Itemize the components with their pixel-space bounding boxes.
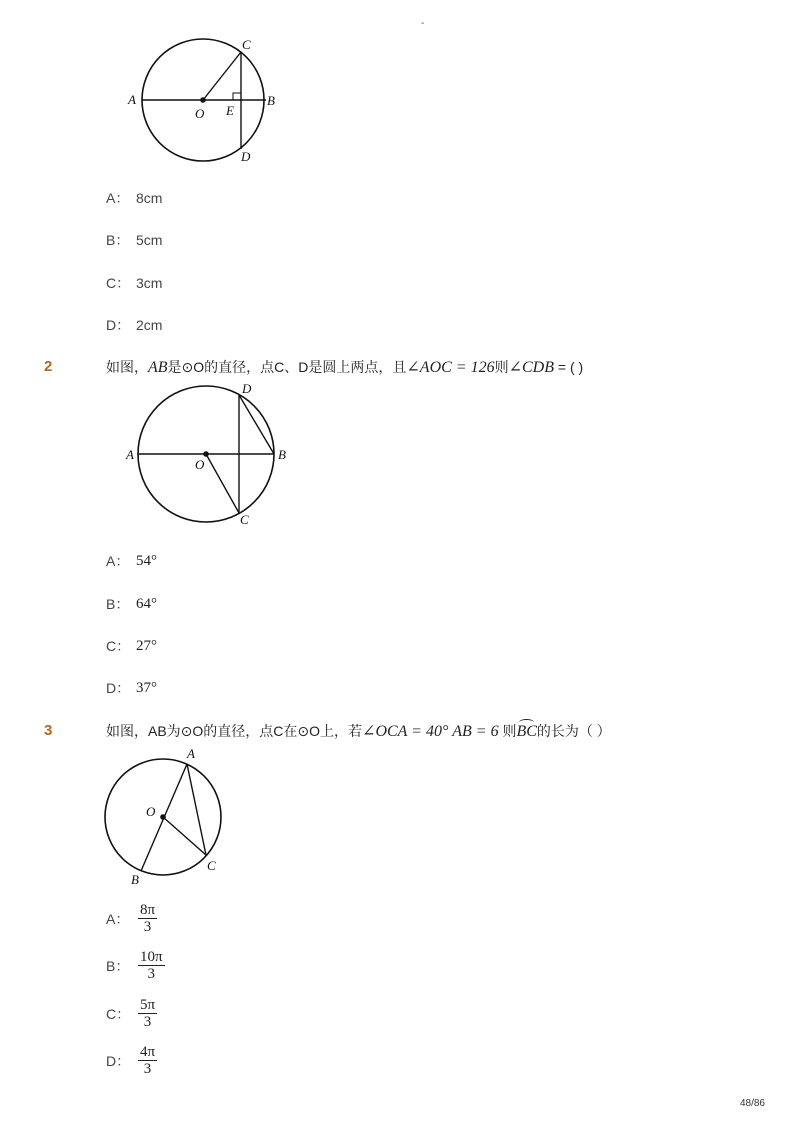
option-value: 3cm bbox=[136, 275, 163, 291]
figure-2-circle-diagram bbox=[120, 378, 300, 538]
label-o: O bbox=[146, 804, 156, 819]
q3-math-ab: AB = 6 bbox=[452, 723, 499, 740]
q2-option-a[interactable] bbox=[106, 551, 157, 571]
option-key: C： bbox=[106, 638, 131, 654]
q3-math-arc-bc: BC bbox=[516, 723, 537, 740]
option-value: 2cm bbox=[136, 317, 163, 333]
q3-text-a: 如图，AB为⊙O的直径，点C在⊙O上，若 bbox=[106, 723, 363, 739]
q3-math-condition: ∠OCA = 40° bbox=[362, 723, 449, 740]
option-value: 27° bbox=[136, 637, 157, 654]
option-key: B： bbox=[106, 596, 130, 612]
option-key: A： bbox=[106, 190, 130, 206]
label-c: C bbox=[242, 37, 251, 52]
label-o: O bbox=[195, 457, 205, 472]
q1-option-b[interactable] bbox=[106, 230, 162, 250]
option-value: 64° bbox=[136, 595, 157, 612]
label-c: C bbox=[240, 512, 249, 527]
fraction-denominator: 3 bbox=[143, 1061, 152, 1077]
option-key: D： bbox=[106, 317, 131, 333]
q2-math-ab: AB bbox=[148, 359, 168, 376]
option-key: A： bbox=[106, 553, 130, 569]
label-c: C bbox=[207, 858, 216, 873]
q3-text-c: 的长为（ ） bbox=[536, 723, 611, 739]
fraction-denominator: 3 bbox=[143, 1014, 152, 1030]
q2-text-c: 则 bbox=[494, 359, 509, 375]
label-a: A bbox=[128, 92, 136, 107]
question-2-number: 2 bbox=[44, 358, 53, 375]
q3-option-d[interactable] bbox=[106, 1044, 157, 1077]
option-key: A： bbox=[106, 910, 130, 927]
page-number: 48/86 bbox=[739, 1098, 765, 1109]
question-3-number: 3 bbox=[44, 722, 53, 739]
q2-text-b: 是⊙O的直径，点C、D是圆上两点，且 bbox=[167, 359, 407, 375]
q3-option-c[interactable] bbox=[106, 997, 157, 1030]
figure-3-circle-diagram bbox=[100, 742, 240, 897]
figure-1-circle-diagram bbox=[120, 34, 290, 179]
fraction-denominator: 3 bbox=[143, 919, 152, 935]
question-2-text bbox=[106, 357, 583, 377]
option-fraction bbox=[138, 902, 157, 935]
fraction-denominator: 3 bbox=[147, 966, 156, 982]
q1-option-c[interactable] bbox=[106, 273, 162, 293]
q3-text-b: 则 bbox=[498, 723, 517, 739]
option-value: 54° bbox=[136, 552, 157, 569]
option-key: D： bbox=[106, 680, 131, 696]
q2-option-b[interactable] bbox=[106, 594, 157, 614]
label-b: B bbox=[131, 872, 139, 887]
fraction-numerator: 8π bbox=[140, 902, 156, 918]
label-b: B bbox=[267, 93, 275, 108]
label-a: A bbox=[126, 447, 134, 462]
q1-option-a[interactable] bbox=[106, 188, 162, 208]
option-fraction bbox=[138, 949, 165, 982]
q2-text-a: 如图， bbox=[106, 359, 148, 375]
option-fraction bbox=[138, 1044, 157, 1077]
fraction-numerator: 5π bbox=[140, 997, 156, 1013]
label-o: O bbox=[195, 106, 205, 121]
q3-option-a[interactable] bbox=[106, 902, 157, 935]
option-value: 5cm bbox=[136, 232, 163, 248]
label-d: D bbox=[241, 149, 251, 164]
fraction-numerator: 10π bbox=[140, 949, 163, 965]
option-value: 37° bbox=[136, 679, 157, 696]
question-3-text bbox=[106, 721, 611, 741]
option-key: C： bbox=[106, 275, 131, 291]
q2-option-d[interactable] bbox=[106, 678, 157, 698]
q2-math-condition: ∠AOC = 126 bbox=[406, 359, 495, 376]
q1-option-d[interactable] bbox=[106, 315, 162, 335]
option-fraction bbox=[138, 997, 157, 1030]
fraction-numerator: 4π bbox=[140, 1044, 156, 1060]
option-key: C： bbox=[106, 1005, 131, 1022]
q2-option-c[interactable] bbox=[106, 636, 157, 656]
label-a: A bbox=[187, 746, 195, 761]
option-key: D： bbox=[106, 1052, 131, 1069]
top-mark: - bbox=[421, 18, 425, 29]
q3-option-b[interactable] bbox=[106, 949, 165, 982]
option-key: B： bbox=[106, 232, 130, 248]
option-value: 8cm bbox=[136, 190, 163, 206]
option-key: B： bbox=[106, 957, 130, 974]
label-b: B bbox=[278, 447, 286, 462]
q2-math-ask: ∠CDB bbox=[508, 359, 554, 376]
label-e: E bbox=[226, 103, 234, 118]
q2-text-d: = ( ) bbox=[554, 359, 584, 375]
label-d: D bbox=[242, 381, 252, 396]
